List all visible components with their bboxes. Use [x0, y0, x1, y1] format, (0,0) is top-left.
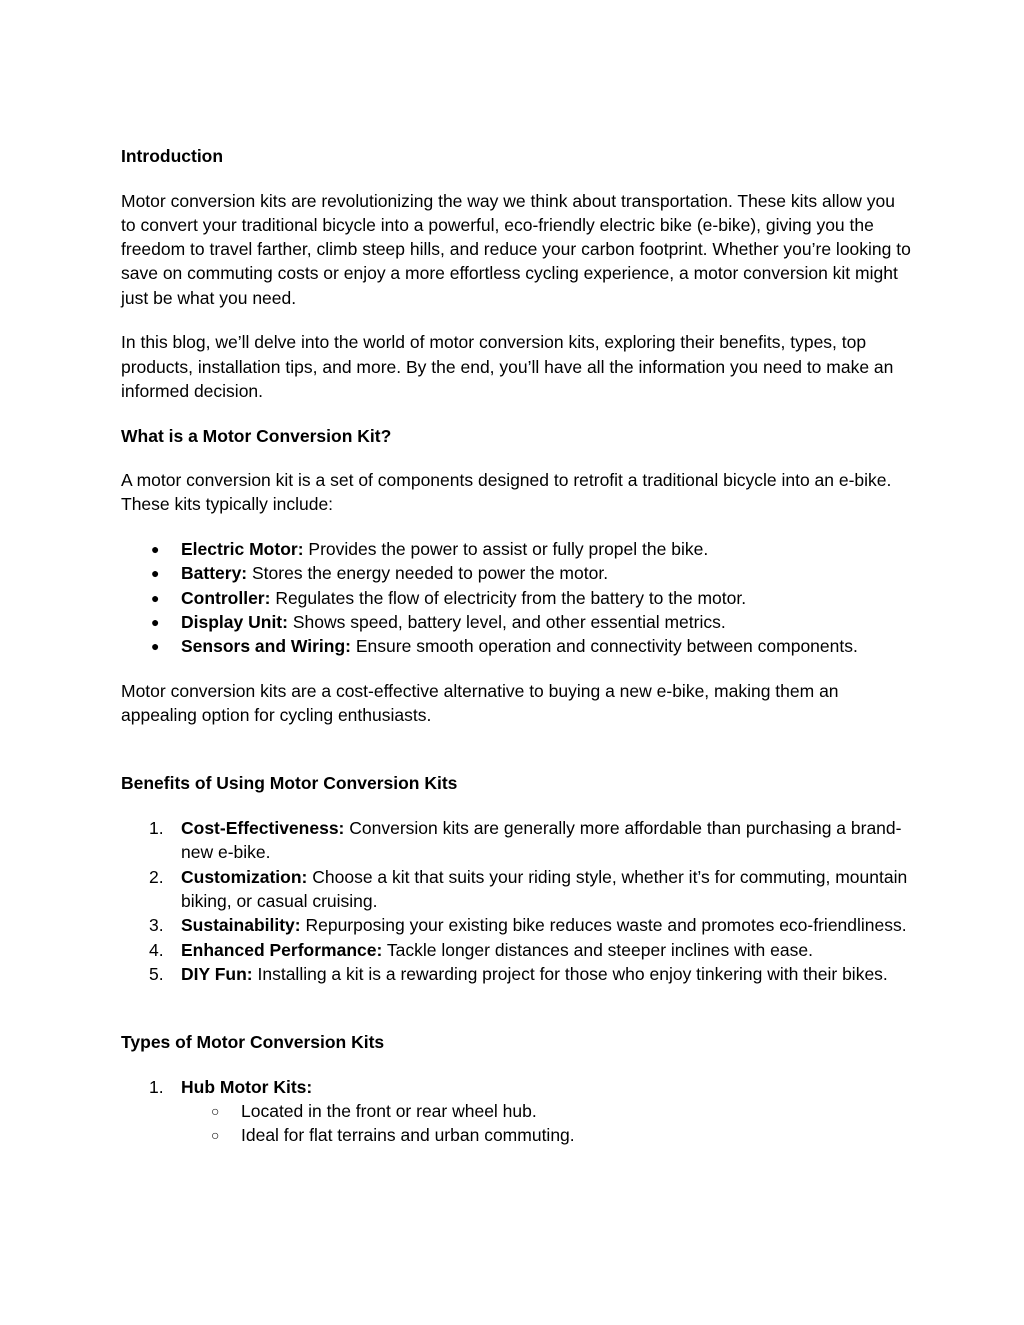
list-number: 2.: [149, 866, 164, 887]
list-item: [121, 913, 911, 937]
list-item: [121, 634, 911, 658]
hollow-bullet-icon: ○: [211, 1102, 220, 1119]
list-item-term: Battery:: [181, 563, 248, 584]
list-item: [121, 938, 911, 962]
components-list: [121, 537, 911, 658]
list-number: 5.: [149, 963, 164, 984]
bullet-icon: ●: [151, 541, 160, 558]
list-item-text: Tackle longer distances and steeper inclines with ease.: [382, 939, 813, 960]
list-number: 3.: [149, 915, 164, 936]
hollow-bullet-icon: ○: [211, 1127, 220, 1144]
list-item-text: Conversion kits are generally more affordable than purchasing a brand-new e-bike.: [181, 818, 902, 863]
list-item-term: Enhanced Performance:: [181, 939, 383, 960]
list-item-term: Controller:: [181, 587, 271, 608]
list-number: 1.: [149, 818, 164, 839]
sub-list-item: [181, 1099, 911, 1123]
list-item-text: Stores the energy needed to power the motor.: [247, 563, 609, 584]
list-item: [121, 610, 911, 634]
list-item-term: Customization:: [181, 866, 308, 887]
intro-paragraph-1: Motor conversion kits are revolutionizing the way we think about transportation. These kits allow you to convert your traditional bicycle into a powerful, eco-friendly electric bike (e-bike), giving you the freedom to travel farther, climb steep hills, and reduce your carbon footprint. Whether you’re looking to save on commuting costs or enjoy a more effortless cycling experience, a motor conversion kit might just be what you need.: [121, 190, 911, 308]
list-item: [121, 816, 911, 865]
list-item: [121, 537, 911, 561]
what-is-paragraph-2: Motor conversion kits are a cost-effective alternative to buying a new e-bike, making them an appealing option for cycling enthusiasts.: [121, 680, 839, 726]
list-item-text: Installing a kit is a rewarding project for those who enjoy tinkering with their bikes.: [252, 963, 888, 984]
list-item-term: Sustainability:: [181, 915, 301, 936]
list-item: [121, 1075, 911, 1148]
intro-heading: Introduction: [121, 146, 224, 166]
list-item-text: Choose a kit that suits your riding style, whether it’s for commuting, mountain biking, or casual cruising.: [181, 866, 908, 911]
list-number: 4.: [149, 939, 164, 960]
types-list: [121, 1075, 911, 1148]
list-item-term: Display Unit:: [181, 611, 288, 632]
list-item-term: Hub Motor Kits:: [181, 1076, 313, 1097]
list-item-text: Ensure smooth operation and connectivity between components.: [351, 636, 858, 657]
intro-paragraph-2: In this blog, we’ll delve into the world of motor conversion kits, exploring their benefits, types, top products, installation tips, and more. By the end, you’ll have all the information you need to make an informed decision.: [121, 332, 894, 401]
list-item-text: Repurposing your existing bike reduces waste and promotes eco-friendliness.: [300, 915, 907, 936]
document-content: [121, 144, 911, 1148]
list-number: 1.: [149, 1076, 164, 1097]
list-item-term: Sensors and Wiring:: [181, 636, 352, 657]
list-item: [121, 586, 911, 610]
list-item-term: Electric Motor:: [181, 539, 304, 560]
list-item-text: Shows speed, battery level, and other essential metrics.: [287, 611, 726, 632]
bullet-icon: ●: [151, 565, 160, 582]
types-heading: Types of Motor Conversion Kits: [121, 1032, 385, 1053]
sub-list-item-text: Ideal for flat terrains and urban commuting.: [241, 1125, 575, 1146]
sub-list: [181, 1099, 911, 1148]
list-item: [121, 865, 911, 914]
sub-list-item: [181, 1123, 911, 1147]
bullet-icon: ●: [151, 638, 160, 655]
bullet-icon: ●: [151, 589, 160, 606]
sub-list-item-text: Located in the front or rear wheel hub.: [241, 1100, 537, 1121]
list-item-term: DIY Fun:: [181, 963, 253, 984]
list-item: [121, 962, 911, 986]
bullet-icon: ●: [151, 613, 160, 630]
list-item: [121, 561, 911, 585]
benefits-heading: Benefits of Using Motor Conversion Kits: [121, 773, 458, 794]
list-item-text: Provides the power to assist or fully propel the bike.: [303, 539, 709, 560]
benefits-list: [121, 816, 911, 986]
list-item-text: Regulates the flow of electricity from the battery to the motor.: [270, 587, 747, 608]
what-is-paragraph-1: A motor conversion kit is a set of components designed to retrofit a traditional bicycle into an e-bike. These kits typically include:: [121, 470, 892, 515]
list-item-term: Cost-Effectiveness:: [181, 818, 345, 839]
what-is-heading: What is a Motor Conversion Kit?: [121, 425, 392, 446]
